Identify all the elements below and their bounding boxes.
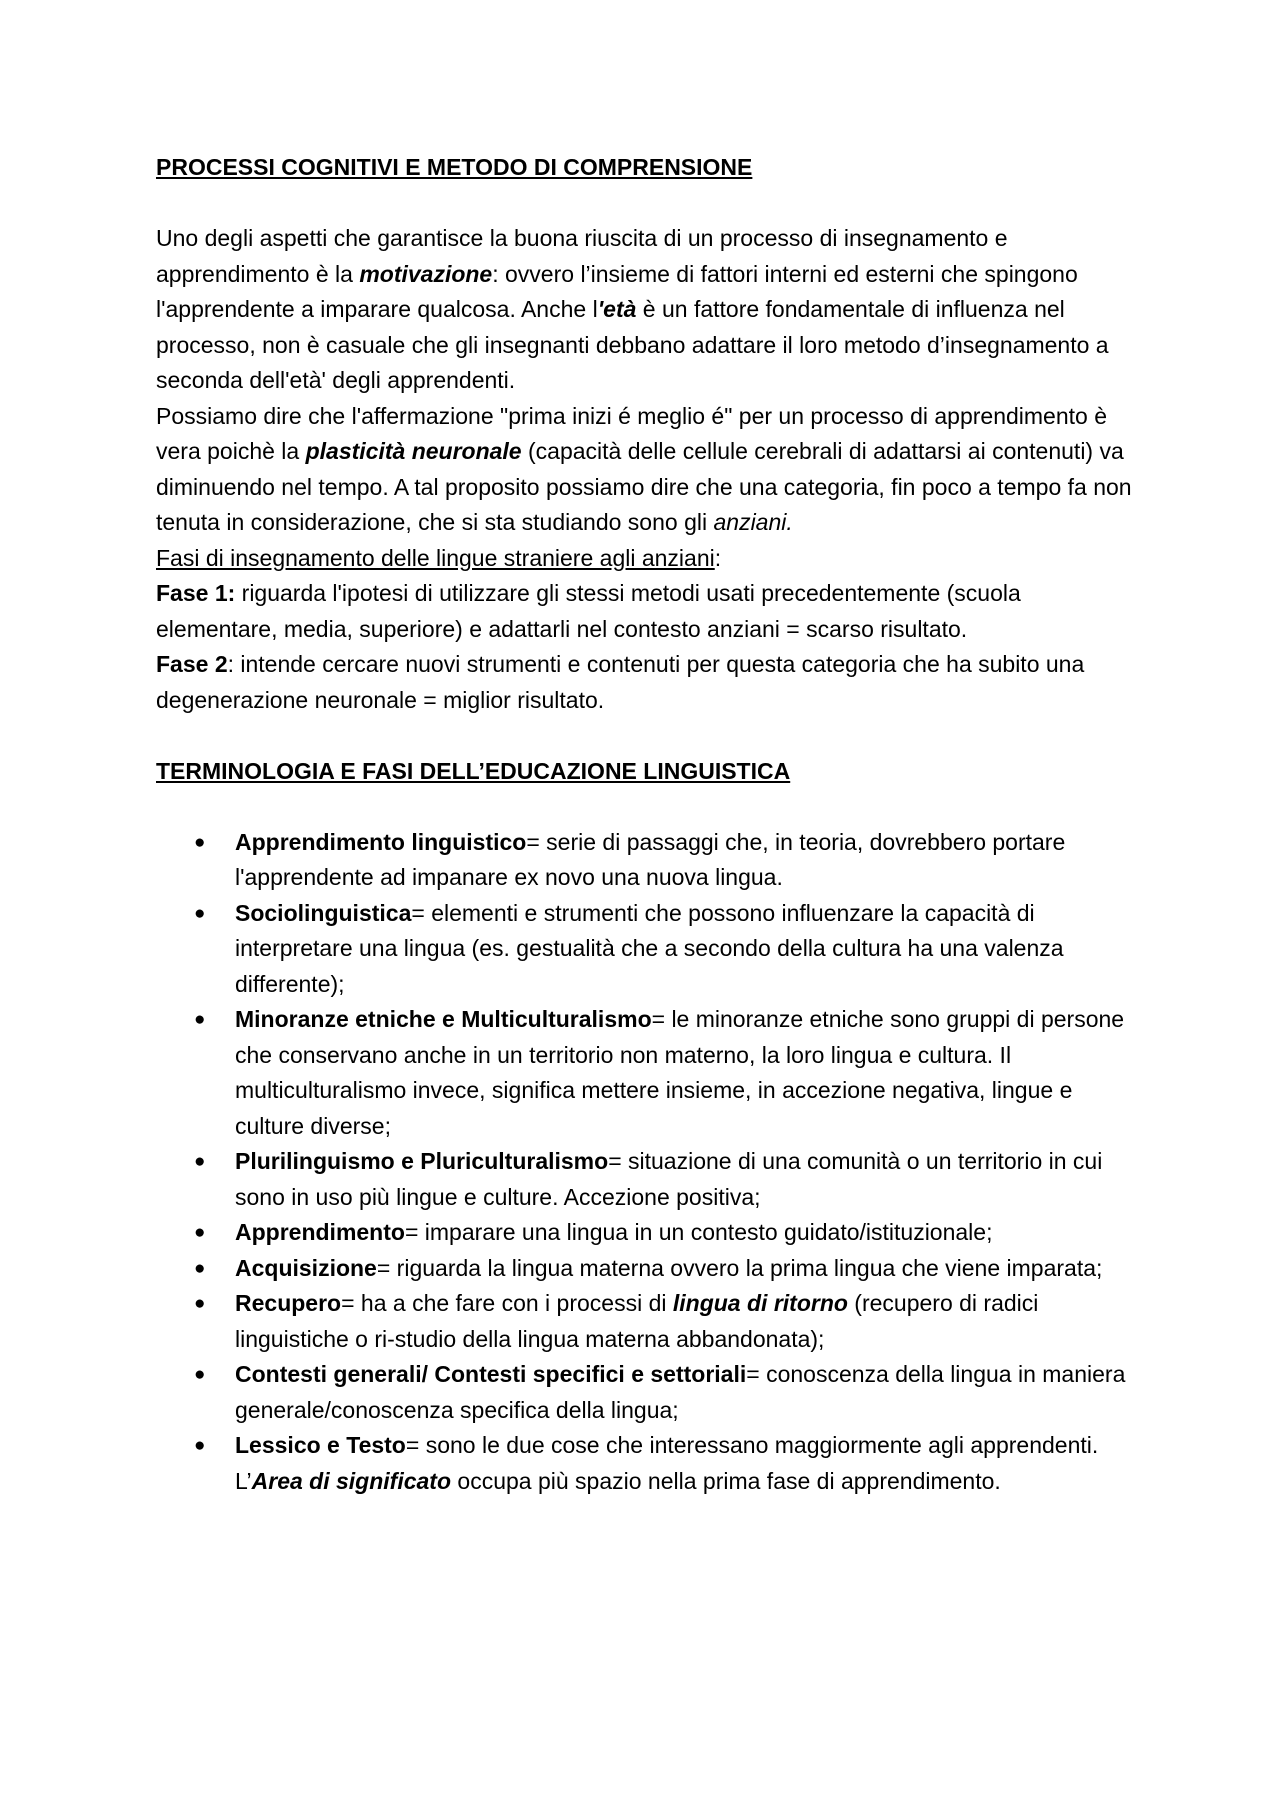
- bullet-icon: ●: [194, 1257, 206, 1279]
- term-motivazione: motivazione: [359, 260, 493, 287]
- term-definition: = riguarda la lingua materna ovvero la prima lingua che viene imparata;: [376, 1254, 1103, 1281]
- list-item: [156, 825, 1136, 896]
- term-plasticita-neuronale: plasticità neuronale: [305, 438, 522, 464]
- section-title-processi-cognitivi: PROCESSI COGNITIVI E METODO DI COMPRENSIONE: [156, 154, 753, 180]
- term-label: Plurilinguismo e Pluriculturalismo: [235, 1148, 609, 1174]
- bullet-icon: ●: [194, 1222, 206, 1243]
- text-run: (capacità delle cellule cerebrali di adattarsi ai contenuti) va diminuendo nel tempo. A tal proposito possiamo dire che una categoria, fin poco a tempo fa non tenuta in considerazione, che si sta studiando sono gli: [156, 438, 1132, 535]
- list-item: [156, 1286, 1136, 1357]
- bullet-icon: ●: [194, 1364, 206, 1385]
- term-definition: = le minoranze etniche sono gruppi di persone che conservano anche in un territorio non materno, la loro lingua e cultura. Il multiculturalismo invece, significa mettere insieme, in accezione negativa, lingue e culture diverse;: [235, 1006, 1125, 1139]
- text-run: Uno degli aspetti che garantisce la buona riuscita di un processo di insegnamento e apprendimento è la: [156, 225, 1008, 287]
- fase-1-text: riguarda l'ipotesi di utilizzare gli stessi metodi usati precedentemente (scuola elementare, media, superiore) e adattarli nel contesto anziani = scarso risultato.: [156, 580, 1021, 642]
- term-definition-cont: (recupero di radici linguistiche o ri-studio della lingua materna abbandonata);: [235, 1290, 1039, 1352]
- term-definition: = imparare una lingua in un contesto guidato/istituzionale;: [404, 1219, 993, 1245]
- text-run: :: [714, 544, 722, 571]
- bullet-icon: ●: [194, 1151, 206, 1172]
- term-label: Sociolinguistica: [235, 899, 412, 926]
- bullet-icon: ●: [194, 1009, 206, 1030]
- fase-1: [156, 576, 1136, 647]
- term-definition-cont: occupa più spazio nella prima fase di apprendimento.: [451, 1467, 1001, 1494]
- text-run: è un fattore fondamentale di influenza nel processo, non è casuale che gli insegnanti debbano adattare il loro metodo d’insegnamento a seconda dell'età' degli apprendenti.: [156, 296, 1109, 393]
- paragraph-motivazione: [156, 221, 1136, 399]
- list-item: [156, 1428, 1136, 1499]
- list-item: [156, 1144, 1136, 1215]
- bullet-icon: ●: [194, 831, 206, 853]
- term-list: [156, 825, 1136, 1500]
- bullet-icon: ●: [194, 1293, 206, 1314]
- fase-2: [156, 647, 1136, 718]
- term-definition: = sono le due cose che interessano maggiormente agli apprendenti. L’: [235, 1432, 1099, 1494]
- list-item: [156, 1002, 1136, 1144]
- term-eta: 'età: [597, 296, 637, 322]
- term-label: Recupero: [235, 1290, 342, 1316]
- term-definition: = situazione di una comunità o un territorio in cui sono in uso più lingue e culture. Accezione positiva;: [235, 1148, 1103, 1210]
- term-definition: = ha a che fare con i processi di: [341, 1290, 673, 1316]
- term-definition: = conoscenza della lingua in maniera generale/conoscenza specifica della lingua;: [235, 1361, 1126, 1423]
- term-label: Contesti generali/ Contesti specifici e settoriali: [235, 1361, 747, 1387]
- fasi-title: Fasi di insegnamento delle lingue straniere agli anziani: [156, 544, 715, 571]
- term-emphasis: Area di significato: [251, 1467, 452, 1494]
- term-label: Lessico e Testo: [235, 1432, 406, 1458]
- term-anziani: anziani.: [713, 509, 793, 535]
- term-label: Apprendimento linguistico: [235, 828, 527, 855]
- section-processi-cognitivi: [156, 221, 1136, 718]
- document-page: [156, 150, 1136, 1499]
- term-label: Apprendimento: [235, 1219, 405, 1245]
- term-emphasis: lingua di ritorno: [672, 1290, 848, 1316]
- term-label: Minoranze etniche e Multiculturalismo: [235, 1006, 652, 1032]
- fase-1-label: Fase 1:: [156, 580, 236, 606]
- text-run: Possiamo dire che l'affermazione "prima inizi é meglio é" per un processo di apprendimento è vera poichè la: [156, 402, 1108, 464]
- fase-2-label: Fase 2: [156, 651, 228, 677]
- list-item: [156, 1357, 1136, 1428]
- bullet-icon: ●: [194, 902, 206, 924]
- list-item: [156, 1215, 1136, 1251]
- text-run: : ovvero l’insieme di fattori interni ed esterni che spingono l'apprendente a imparare qualcosa. Anche l: [156, 260, 1078, 322]
- bullet-icon: ●: [194, 1435, 206, 1456]
- list-item: [156, 1251, 1136, 1287]
- term-definition: = serie di passaggi che, in teoria, dovrebbero portare l'apprendente ad impanare ex novo una nuova lingua.: [235, 828, 1066, 890]
- paragraph-plasticita: [156, 399, 1136, 541]
- fase-2-text: : intende cercare nuovi strumenti e contenuti per questa categoria che ha subito una degenerazione neuronale = miglior risultato.: [156, 651, 1085, 713]
- term-definition: = elementi e strumenti che possono influenzare la capacità di interpretare una lingua (es. gestualità che a secondo della cultura ha una valenza differente);: [235, 899, 1064, 997]
- term-label: Acquisizione: [235, 1254, 377, 1281]
- list-item: [156, 896, 1136, 1003]
- fasi-subtitle: [156, 541, 1136, 577]
- section-title-terminologia: TERMINOLOGIA E FASI DELL’EDUCAZIONE LINGUISTICA: [156, 757, 791, 784]
